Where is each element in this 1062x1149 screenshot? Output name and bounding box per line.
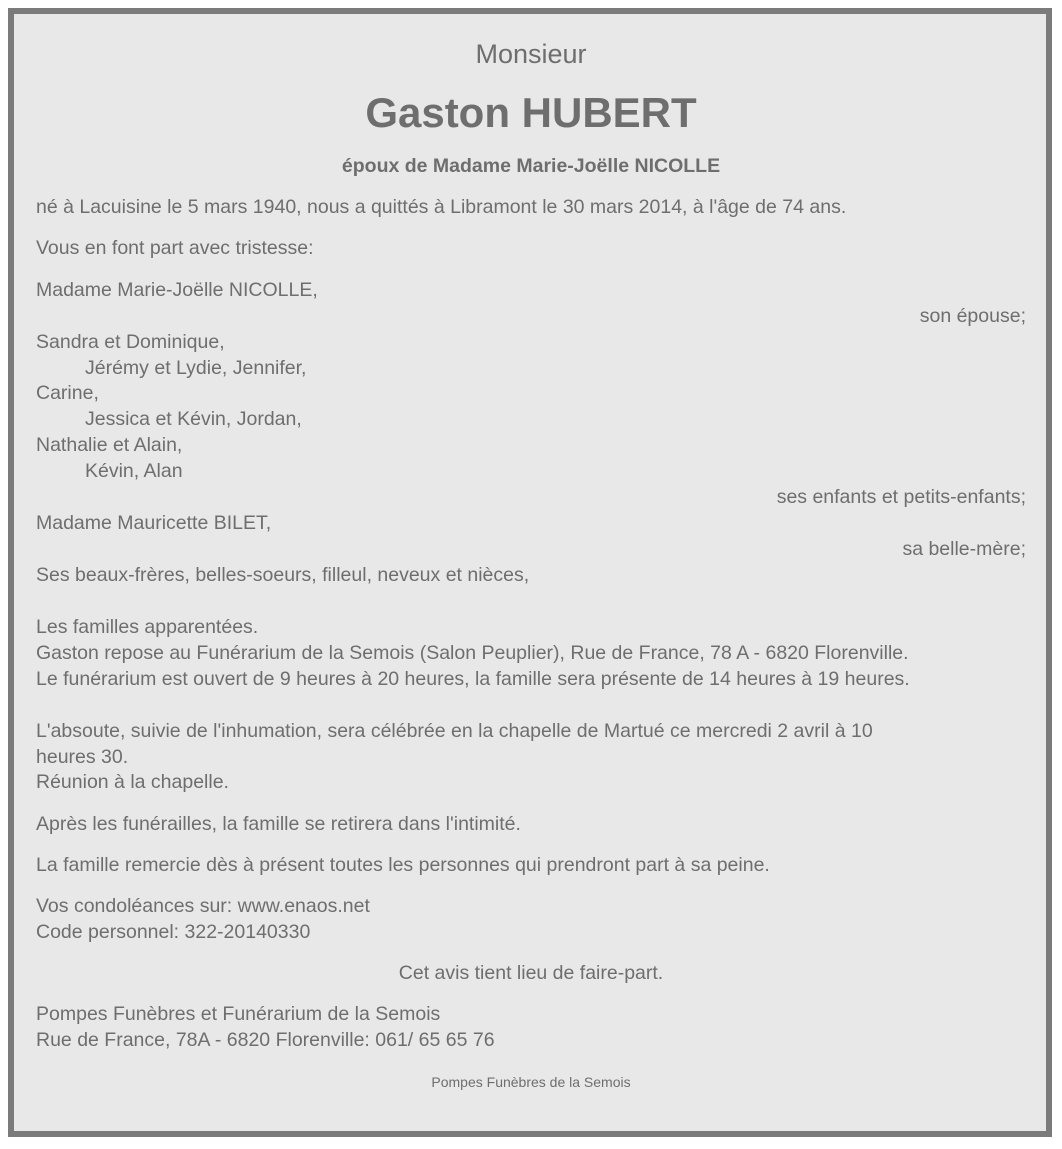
children-role: ses enfants et petits-enfants; xyxy=(776,486,1026,508)
related-families: Les familles apparentées. xyxy=(36,616,259,638)
spouse-name: Madame Marie-Joëlle NICOLLE, xyxy=(36,279,318,301)
grandchildren-2: Jessica et Kévin, Jordan, xyxy=(85,408,302,430)
child-1: Sandra et Dominique, xyxy=(36,331,225,353)
visitation-line-1: Gaston repose au Funérarium de la Semois (Salon Peuplier), Rue de France, 78 A - 6820 Florenville. xyxy=(36,642,909,664)
thanks-line: La famille remercie dès à présent toutes les personnes qui prendront part à sa peine. xyxy=(36,854,770,876)
spouse-role: son épouse; xyxy=(919,305,1026,327)
intro-line: Vous en font part avec tristesse: xyxy=(36,237,314,259)
obituary-card xyxy=(8,8,1052,1137)
ceremony-line-1: L'absoute, suivie de l'inhumation, sera célébrée en la chapelle de Martué ce mercredi 2 avril à 10 xyxy=(36,720,873,742)
condolences-website: Vos condoléances sur: www.enaos.net xyxy=(36,895,370,917)
faire-part-notice: Cet avis tient lieu de faire-part. xyxy=(398,962,664,984)
condolences-code: Code personnel: 322-20140330 xyxy=(36,921,311,943)
in-laws-line: Ses beaux-frères, belles-soeurs, filleul, neveux et nièces, xyxy=(36,564,530,586)
birth-death-line: né à Lacuisine le 5 mars 1940, nous a quittés à Libramont le 30 mars 2014, à l'âge de 74 ans. xyxy=(36,196,847,218)
funeral-home-name: Pompes Funèbres et Funérarium de la Semois xyxy=(36,1003,441,1025)
after-funeral-line: Après les funérailles, la famille se retirera dans l'intimité. xyxy=(36,813,521,835)
spouse-line: époux de Madame Marie-Joëlle NICOLLE xyxy=(341,155,721,177)
grandchildren-3: Kévin, Alan xyxy=(85,460,183,482)
salutation: Monsieur xyxy=(475,39,587,69)
grandchildren-1: Jérémy et Lydie, Jennifer, xyxy=(85,357,307,379)
footer-credit: Pompes Funèbres de la Semois xyxy=(431,1074,631,1090)
funeral-home-address: Rue de France, 78A - 6820 Florenville: 061/ 65 65 76 xyxy=(36,1029,495,1051)
ceremony-line-2: heures 30. xyxy=(36,746,129,768)
mother-in-law-role: sa belle-mère; xyxy=(902,538,1026,560)
mother-in-law-name: Madame Mauricette BILET, xyxy=(36,512,272,534)
visitation-line-2: Le funérarium est ouvert de 9 heures à 20 heures, la famille sera présente de 14 heures à 19 heures. xyxy=(36,668,910,690)
child-2: Carine, xyxy=(36,382,99,404)
child-3: Nathalie et Alain, xyxy=(36,434,183,456)
deceased-name: Gaston HUBERT xyxy=(365,89,697,136)
ceremony-line-3: Réunion à la chapelle. xyxy=(36,771,229,793)
